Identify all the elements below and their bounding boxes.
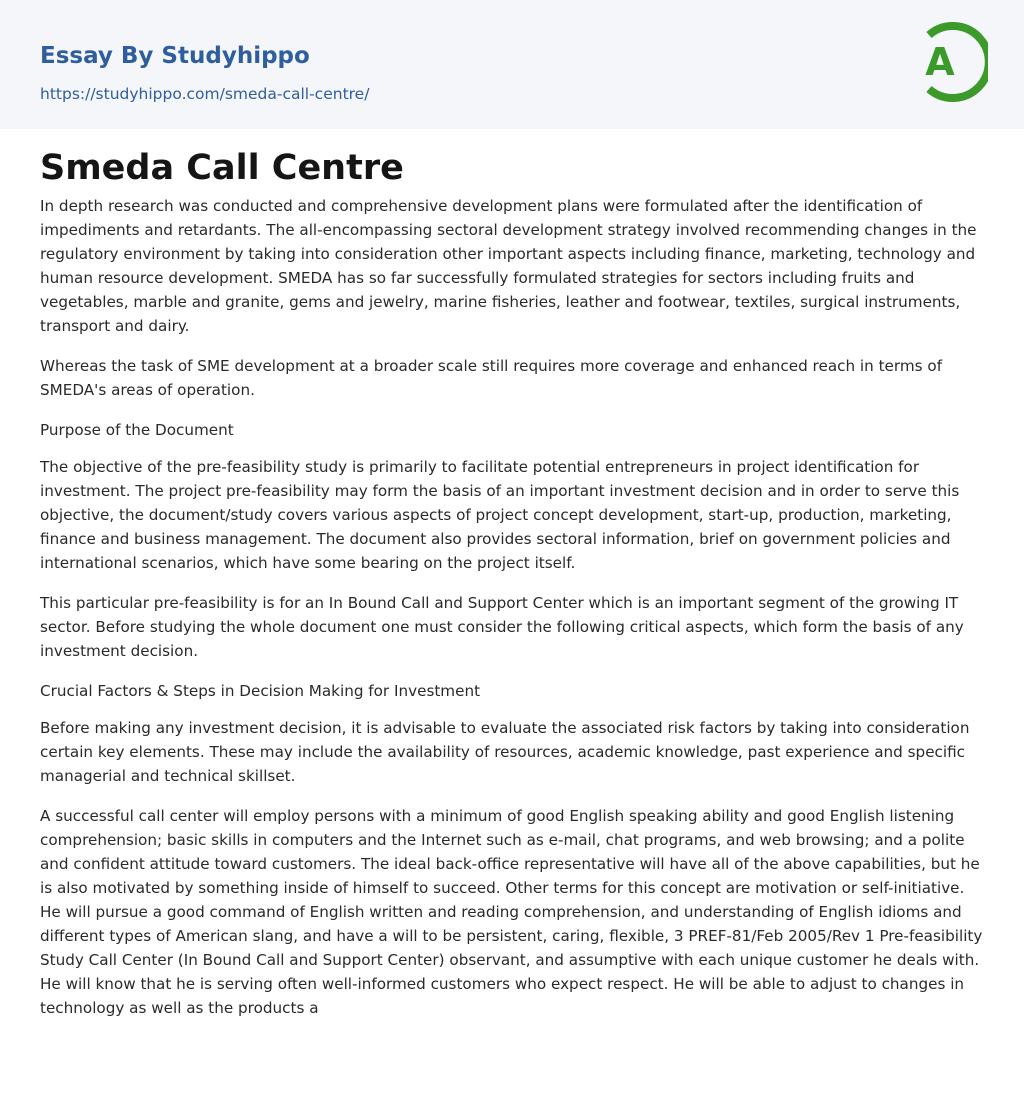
paragraph: This particular pre-feasibility is for an In Bound Call and Support Center which is an important segment of the growing IT sector. Before studying the whole document one must consider the following critical aspects, which form the basis of any investment decision. <box>40 594 964 660</box>
paragraph: Whereas the task of SME development at a broader scale still requires more coverage and enhanced reach in terms of SMEDA's areas of operation. <box>40 357 943 399</box>
paragraph: The objective of the pre-feasibility study is primarily to facilitate potential entrepreneurs in project identification for investment. The project pre-feasibility may form the basis of an important investment decision and in order to serve this objective, the document/study covers various aspects of project concept development, start-up, production, marketing, finance and business management. The document also provides sectoral information, brief on government policies and international scenarios, which have some bearing on the project itself. <box>40 458 960 572</box>
source-url-link[interactable]: https://studyhippo.com/smeda-call-centre/ <box>40 85 370 103</box>
section-heading: Purpose of the Document <box>40 421 234 439</box>
paragraph: Before making any investment decision, it is advisable to evaluate the associated risk factors by taking into consideration certain key elements. These may include the availability of resources, academic knowledge, past experience and specific managerial and technical skillset. <box>40 719 970 785</box>
brand-title[interactable]: Essay By Studyhippo <box>40 43 310 69</box>
studyhippo-logo[interactable] <box>912 19 988 105</box>
logo-a-icon <box>912 19 988 105</box>
page-title: Smeda Call Centre <box>40 148 404 188</box>
paragraph: In depth research was conducted and comprehensive development plans were formulated after the identification of impediments and retardants. The all-encompassing sectoral development strategy involved recommending changes in the regulatory environment by taking into consideration other important aspects including finance, marketing, technology and human resource development. SMEDA has so far successfully formulated strategies for sectors including fruits and vegetables, marble and granite, gems and jewelry, marine fisheries, leather and footwear, textiles, surgical instruments, transport and dairy. <box>40 197 977 335</box>
logo-letter: A <box>925 40 955 84</box>
paragraph: A successful call center will employ persons with a minimum of good English speaking ability and good English listening comprehension; basic skills in computers and the Internet such as e-mail, chat programs, and web browsing; and a polite and confident attitude toward customers. The ideal back-office representative will have all of the above capabilities, but he is also motivated by something inside of himself to succeed. Other terms for this concept are motivation or self-initiative. He will pursue a good command of English written and reading comprehension, and understanding of English idioms and different types of American slang, and have a will to be persistent, caring, flexible, 3 PREF-81/Feb 2005/Rev 1 Pre-feasibility Study Call Center (In Bound Call and Support Center) observant, and assumptive with each unique customer he deals with. He will know that he is serving often well-informed customers who expect respect. He will be able to adjust to changes in technology as well as the products a <box>40 807 983 1017</box>
article-body <box>40 194 984 1036</box>
section-heading: Crucial Factors & Steps in Decision Making for Investment <box>40 682 481 700</box>
